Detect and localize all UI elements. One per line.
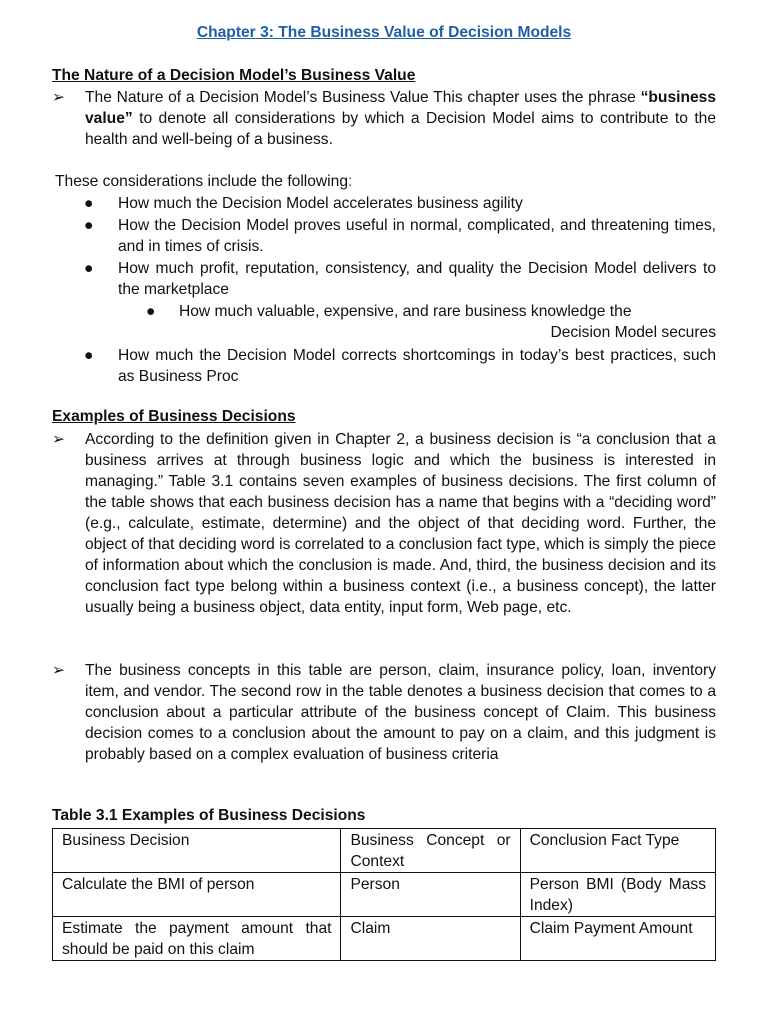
- table-cell: Calculate the BMI of person: [53, 873, 341, 917]
- table-row: [53, 873, 716, 917]
- table-cell: Person BMI (Body Mass Index): [520, 873, 715, 917]
- table-cell: Person: [341, 873, 520, 917]
- table-header-cell: Business Decision: [53, 829, 341, 873]
- arrow-paragraph-definition: ➢ According to the definition given in Chapter 2, a business decision is “a conclusion that a business arrives at through business logic and which the business is interested in managing.” Table 3.1 contains seven examples of business decisions. The first column of the table shows that each business decision has a name that begins with a “deciding word” (e.g., calculate, estimate, determine) and the object of that deciding word. Further, the object of that deciding word is correlated to a conclusion fact type, which is simply the piece of information about which the conclusion is made. And, third, the business decision and its conclusion fact type belong within a business context (i.e., a business concept), the latter usually being a business object, data entity, input form, Web page, etc.: [52, 431, 717, 616]
- section-heading-business-value: The Nature of a Decision Model’s Business Value: [52, 67, 416, 84]
- table-row: [53, 917, 716, 961]
- arrowhead-bullet-icon: ➢: [52, 89, 66, 106]
- arrowhead-bullet-icon: ➢: [52, 662, 66, 679]
- list-item: ● How much the Decision Model corrects shortcomings in today’s best practices, such as Business Proc: [84, 347, 716, 385]
- table-header-cell: Business Concept or Context: [341, 829, 520, 873]
- section-heading-examples: Examples of Business Decisions: [52, 408, 296, 425]
- arrowhead-bullet-icon: ➢: [52, 431, 66, 448]
- table-cell: Claim Payment Amount: [520, 917, 715, 961]
- sub-list-item: ● How much valuable, expensive, and rare business knowledge the Decision Model secures: [146, 303, 716, 341]
- table-header-cell: Conclusion Fact Type: [520, 829, 715, 873]
- filled-circle-bullet-icon: ●: [84, 217, 94, 234]
- table-header-row: [53, 829, 716, 873]
- list-item: ● How the Decision Model proves useful in normal, complicated, and threatening times, and in times of crisis.: [84, 217, 716, 255]
- filled-circle-bullet-icon: ●: [84, 347, 94, 364]
- table-caption: Table 3.1 Examples of Business Decisions: [52, 807, 366, 824]
- filled-circle-bullet-icon: ●: [146, 303, 156, 320]
- list-item: ● How much profit, reputation, consistency, and quality the Decision Model delivers to the marketplace: [84, 260, 716, 298]
- arrow-paragraph-concepts: ➢ The business concepts in this table are person, claim, insurance policy, loan, inventory item, and vendor. The second row in the table denotes a business decision that comes to a conclusion about a particular attribute of the business concept of Claim. This business decision comes to a conclusion about the amount to pay on a claim, and this judgment is probably based on a complex evaluation of business criteria: [52, 662, 716, 763]
- arrow-paragraph-business-value: [52, 87, 716, 150]
- business-decisions-table: [52, 828, 716, 961]
- paragraph-text: The Nature of a Decision Model’s Business Value This chapter uses the phrase “business value” to denote all considerations by which a Decision Model aims to contribute to the health and well-being of a business.: [85, 89, 716, 148]
- table-cell: Estimate the payment amount that should be paid on this claim: [53, 917, 341, 961]
- table-cell: Claim: [341, 917, 520, 961]
- list-item: ● How much the Decision Model accelerates business agility: [84, 195, 523, 212]
- filled-circle-bullet-icon: ●: [84, 260, 94, 277]
- filled-circle-bullet-icon: ●: [84, 195, 94, 212]
- considerations-intro: These considerations include the following:: [55, 173, 353, 190]
- chapter-title: Chapter 3: The Business Value of Decision Models: [196, 24, 572, 41]
